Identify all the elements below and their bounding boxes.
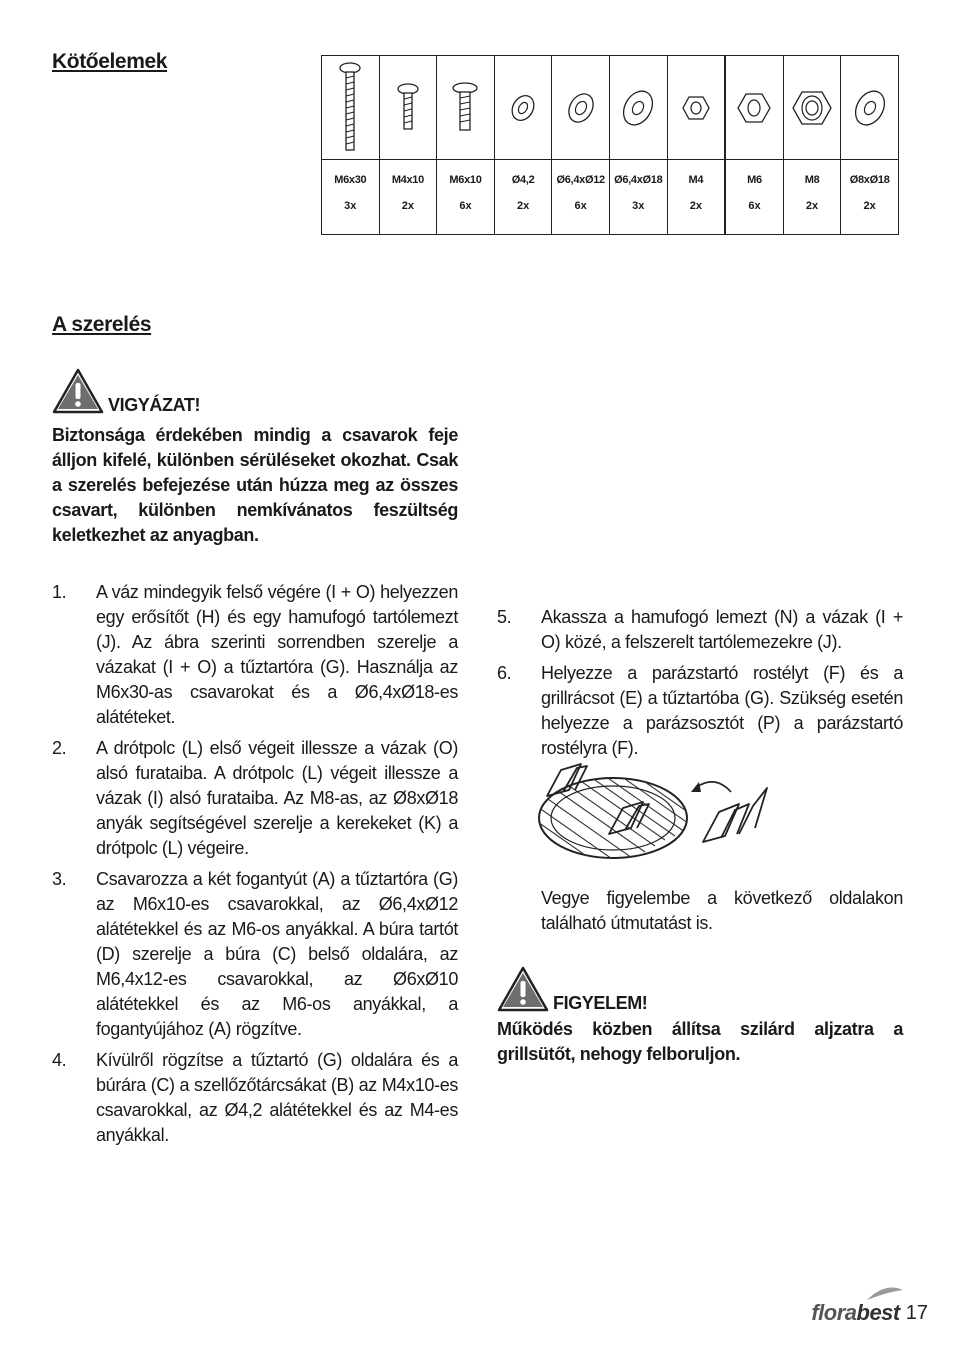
fastener-qty: 6x <box>459 200 472 213</box>
lock-nut-icon <box>792 90 832 126</box>
step-number: 5. <box>497 607 512 627</box>
washer-icon <box>564 91 598 125</box>
attention-title-text: FIGYELEM! <box>553 993 648 1013</box>
attention-title <box>497 966 647 1012</box>
warning-triangle-icon <box>497 966 549 1012</box>
fasteners-heading: Kötőelemek <box>52 50 168 73</box>
fastener-size: Ø8xØ18 <box>849 174 890 187</box>
fastener-col <box>437 56 495 234</box>
washer-icon <box>618 88 658 128</box>
fastener-qty: 2x <box>863 200 876 213</box>
fastener-size: M4 <box>688 174 704 187</box>
fastener-col <box>322 56 380 234</box>
brand-logo <box>811 1300 899 1326</box>
step-text: Kívülről rögzítse a tűztartó (G) oldalára és a búrára (C) a szellőzőtárcsákat (B) az M4x10-es csavarokkal, az Ø4,2 alátétekkel és az M4-es anyákkal. <box>96 1050 458 1145</box>
brand-part1: flora <box>811 1300 857 1325</box>
caution-text: Biztonsága érdekében mindig a csavarok feje álljon kifelé, különben sérüléseket okozhat. Csak a szerelés befejezése után húzza meg az összes csavart, különben nemkívánatos feszültség keletkezhet az anyagban. <box>52 425 458 545</box>
attention-text: Működés közben állítsa szilárd aljzatra a grillsütőt, nehogy felboruljon. <box>497 1019 903 1064</box>
caution-title <box>52 368 200 414</box>
step-text: A váz mindegyik felső végére (I + O) helyezzen egy erősítőt (H) és egy hamufogó tartólemezt (J). Az ábra szerinti sorrendben szerelje a vázakat (I + O) a tűztartóra (G). Használja az M6x30-as csavarokat és a Ø6,4xØ18-es alátéteket. <box>96 582 458 727</box>
washer-icon <box>850 88 890 128</box>
step-text: Helyezze a parázstartó rostélyt (F) és a grillrácsot (E) a tűztartóba (G). Szükség esetén helyezze a parázsosztót (P) a parázstartó rostélyra (F). <box>541 663 903 758</box>
note-text: Vegye figyelembe a következő oldalakon található útmutatást is. <box>541 888 903 933</box>
fastener-qty: 2x <box>401 200 415 213</box>
fastener-qty: 2x <box>805 200 819 213</box>
short-screw-icon <box>451 82 479 134</box>
fasteners-table <box>321 55 899 235</box>
fastener-size: Ø6,4xØ18 <box>614 174 663 187</box>
fastener-qty: 6x <box>574 200 587 213</box>
assembly-heading: A szerelés <box>52 313 152 336</box>
nut-icon <box>682 95 710 121</box>
step-number: 6. <box>497 663 512 683</box>
step-number: 2. <box>52 738 67 758</box>
fastener-col <box>610 56 668 234</box>
fastener-size: M6 <box>747 174 762 187</box>
step-text: Akassza a hamufogó lemezt (N) a vázak (I + O) közé, a felszerelt tartólemezekre (J). <box>541 607 903 652</box>
washer-icon <box>508 93 538 123</box>
fastener-col <box>668 56 727 234</box>
steps-right-list <box>497 605 903 767</box>
brand-part2: best <box>856 1300 900 1325</box>
fastener-qty: 6x <box>748 200 761 213</box>
fastener-qty: 2x <box>689 200 702 213</box>
step-text: Csavarozza a két fogantyút (A) a tűztartóra (G) az M6x10-es csavarokkal, az Ø6,4xØ12 alátétekkel és az M6-os anyákkal. A búra tartót (D) szerelje a búra (C) belső oldalára, az M6,4x12-es csavarokkal, az Ø6xØ10 alátétekkel és az M6-os anyákkal, a fogantyújához (A) rögzítve. <box>96 869 458 1039</box>
fastener-qty: 3x <box>632 200 645 213</box>
fastener-size: M8 <box>804 174 820 187</box>
step-text: A drótpolc (L) első végeit illessze a vázak (O) alsó furataiba. A drótpolc (L) végeit illessze a vázak (I) alsó furataiba. Az M8-as, az Ø8xØ18 anyák segítségével szerelje a kerekeket (K) a drótpolc (L) végeire. <box>96 738 458 858</box>
page-footer <box>811 1300 928 1326</box>
page-number: 17 <box>905 1301 928 1324</box>
fastener-size: Ø4,2 <box>511 174 535 187</box>
fastener-size: M6x30 <box>334 174 367 187</box>
leaf-icon <box>865 1286 905 1302</box>
fastener-size: M6x10 <box>449 174 482 187</box>
list-item <box>52 1048 458 1148</box>
fastener-col <box>495 56 553 234</box>
fastener-col <box>841 56 898 234</box>
long-screw-icon <box>338 62 362 154</box>
steps-left-list <box>52 580 458 1154</box>
list-item <box>52 736 458 861</box>
step-number: 4. <box>52 1050 67 1070</box>
nut-icon <box>737 92 771 124</box>
fastener-size: M4x10 <box>391 174 424 187</box>
fastener-col <box>380 56 438 234</box>
list-item <box>52 580 458 730</box>
list-item <box>52 867 458 1042</box>
fastener-qty: 2x <box>516 200 530 213</box>
grill-grate-illustration <box>535 752 775 864</box>
list-item <box>497 605 903 655</box>
short-screw-icon <box>396 83 420 133</box>
step-number: 3. <box>52 869 67 889</box>
fastener-col <box>726 56 784 234</box>
fastener-qty: 3x <box>344 200 357 213</box>
step-number: 1. <box>52 582 67 602</box>
warning-triangle-icon <box>52 368 104 414</box>
fastener-size: Ø6,4xØ12 <box>556 174 605 187</box>
list-item <box>497 661 903 761</box>
fastener-col <box>552 56 610 234</box>
caution-title-text: VIGYÁZAT! <box>108 395 201 415</box>
fastener-col <box>784 56 842 234</box>
